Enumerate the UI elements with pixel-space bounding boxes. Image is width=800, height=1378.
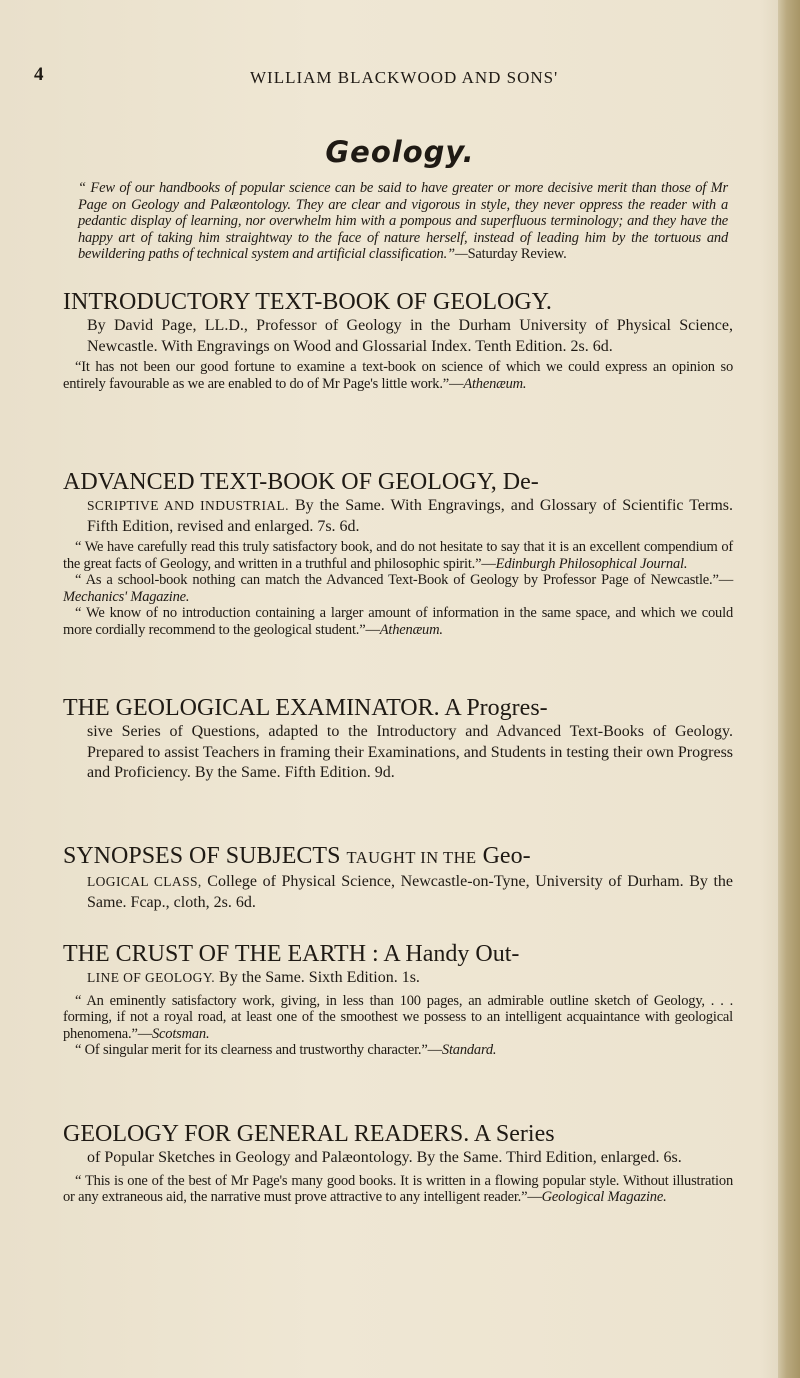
running-head: WILLIAM BLACKWOOD AND SONS' (250, 68, 559, 87)
review-text: “ Of singular merit for its clearness and trustworthy character.”— (75, 1042, 442, 1059)
review-quote (63, 605, 733, 638)
review-source: Athenæum. (463, 375, 527, 392)
review-quote (63, 539, 733, 572)
entry-title-tail: Geo- (482, 843, 531, 869)
review-quote (63, 572, 733, 605)
review-text: “ This is one of the best of Mr Page's many good books. It is written in a flowing popular style. Without illustration or any extraneous aid, the narrative must prove attractive to any intelligent reader.”— (63, 1172, 733, 1206)
entry-title-smallcaps: TAUGHT IN THE (346, 848, 477, 867)
entry-title-tail: A Series (473, 1121, 555, 1147)
preface-quote-text: “ Few of our handbooks of popular science can be said to have greater or more decisive merit than those of Mr Page on Geology and Palæontology. They are clear and vigorous in style, they never oppress the reader with a pedantic display of learning, nor overwhelm him with a pompous and superfluous terminology; and they have the happy art of taking him straightway to the face of nature herself, instead of leading him by the tortuous and bewildering paths of technical system and artificial classification.”— (78, 180, 728, 263)
entry-title (63, 940, 733, 968)
review-source: Athenæum. (379, 621, 443, 638)
review-quote (63, 359, 733, 392)
entry-introductory (63, 288, 733, 392)
entry-crust (63, 940, 733, 1059)
review-text: “ As a school-book nothing can match the Advanced Text-Book of Geology by Professor Page of Newcastle.”— (75, 572, 733, 589)
entry-title (63, 468, 733, 496)
entry-title (63, 1120, 733, 1148)
entry-body: sive Series of Questions, adapted to the Introductory and Advanced Text-Books of Geology. Prepared to assist Teachers in framing their Examinations, and Students in testing their own Progress and Proficiency. By the Same. Fifth Edition. 9d. (87, 723, 734, 781)
page-header (20, 64, 760, 94)
review-quote (63, 1173, 733, 1206)
review-text: “ An eminently satisfactory work, giving, in less than 100 pages, an admirable outline sketch of Geology, . . . forming, if not a royal road, at least one of the smoothest we possess to an intelligent acquaintance with geological phenomena.”— (63, 992, 733, 1042)
entry-title-main: THE GEOLOGICAL EXAMINATOR. (63, 695, 440, 721)
entry-body (87, 968, 733, 989)
entry-body-text: College of Physical Science, Newcastle-on-Tyne, University of Durham. By the Same. Fcap., cloth, 2s. 6d. (87, 873, 734, 911)
entry-body-text: By the Same. With Engravings, and Glossary of Scientific Terms. Fifth Edition, revised and enlarged. 7s. 6d. (87, 497, 734, 535)
page-edge (778, 0, 800, 1378)
entry-general-readers (63, 1120, 733, 1206)
entry-title-smallcaps: SCRIPTIVE AND INDUSTRIAL. (87, 498, 289, 513)
entry-body-smallcaps: LINE OF GEOLOGY. (87, 970, 216, 985)
entry-body (87, 496, 733, 537)
entry-examinator (63, 694, 733, 784)
entry-body: of Popular Sketches in Geology and Palæontology. By the Same. Third Edition, enlarged. 6s. (87, 1149, 682, 1166)
preface-quote (78, 180, 728, 263)
preface-quote-block (78, 180, 728, 263)
page-number: 4 (34, 64, 44, 85)
entry-advanced (63, 468, 733, 639)
entry-title-tail: A Handy Out- (383, 941, 520, 967)
entry-body-smallcaps: LOGICAL CLASS, (87, 874, 202, 889)
review-text: “ We know of no introduction containing a larger amount of information in the same space, and which we could more cordially recommend to the geological student.”— (63, 605, 733, 638)
entry-synopses (63, 842, 733, 913)
preface-quote-source: Saturday Review. (467, 246, 567, 263)
section-heading: Geology. (325, 135, 475, 169)
review-source: Standard. (441, 1042, 497, 1059)
entry-title-main: ADVANCED TEXT-BOOK OF GEOLOGY, De- (63, 469, 539, 495)
entry-title-tail: A Progres- (444, 695, 548, 721)
entry-title-main: THE CRUST OF THE EARTH : (63, 941, 379, 967)
entry-body (87, 872, 733, 913)
review-source: Mechanics' Magazine. (63, 588, 190, 605)
entry-title (63, 842, 733, 872)
review-source: Geological Magazine. (541, 1189, 667, 1206)
review-quote (63, 993, 733, 1043)
entry-title: INTRODUCTORY TEXT-BOOK OF GEOLOGY. (63, 289, 552, 315)
review-source: Scotsman. (152, 1025, 210, 1042)
review-text: “ We have carefully read this truly satisfactory book, and do not hesitate to say that it is an excellent compendium of the great facts of Geology, and written in a truthful and philosophic spirit.”— (63, 539, 733, 572)
entry-title (63, 694, 733, 722)
entry-title-main: GEOLOGY FOR GENERAL READERS. (63, 1121, 470, 1147)
entry-body-text: By the Same. Sixth Edition. 1s. (219, 969, 420, 986)
review-quote (63, 1042, 733, 1059)
review-text: “It has not been our good fortune to examine a text-book on science of which we could express an opinion so entirely favourable as we are enabled to do of Mr Page's little work.”— (63, 359, 733, 392)
review-source: Edinburgh Philosophical Journal. (495, 555, 688, 572)
entry-title-main: SYNOPSES OF SUBJECTS (63, 843, 341, 869)
entry-body: By David Page, LL.D., Professor of Geology in the Durham University of Physical Science, Newcastle. With Engravings on Wood and Glossarial Index. Tenth Edition. 2s. 6d. (87, 317, 733, 355)
